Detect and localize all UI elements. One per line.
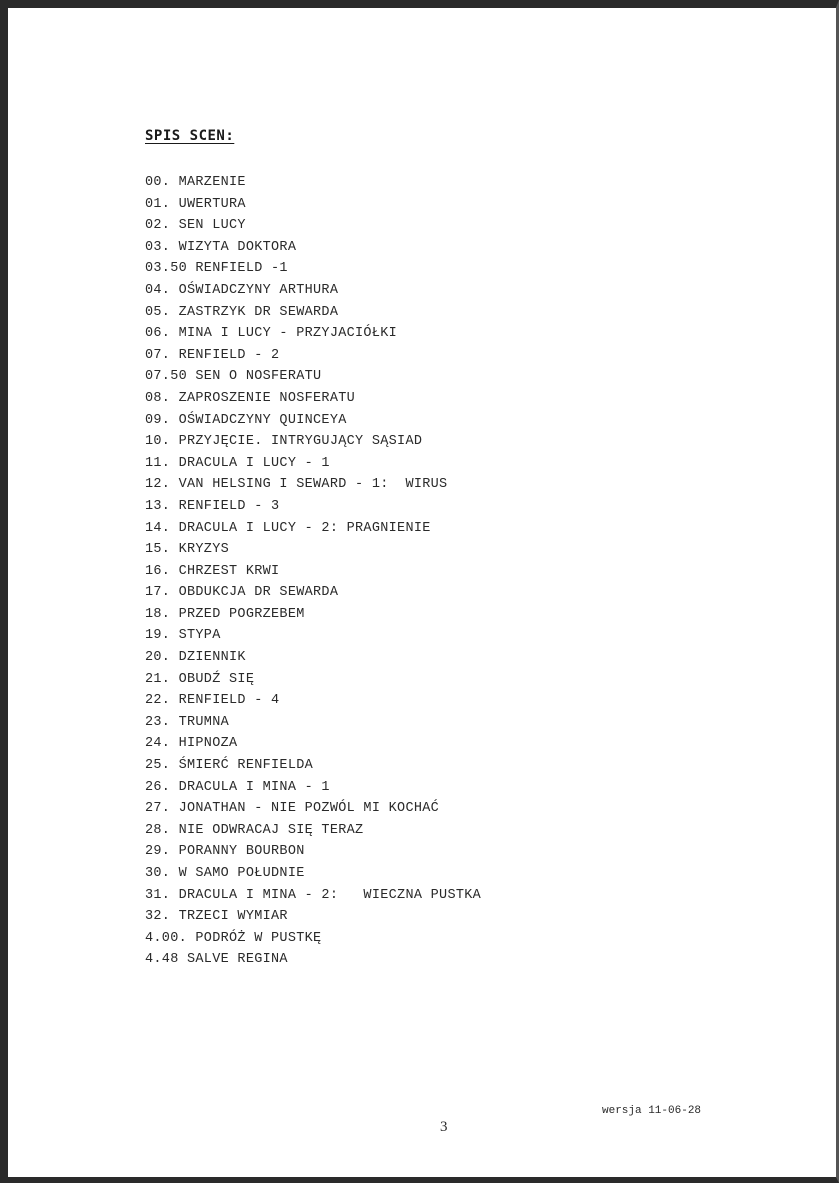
- list-item: 14. DRACULA I LUCY - 2: PRAGNIENIE: [145, 520, 431, 536]
- list-item: 15. KRYZYS: [145, 542, 230, 558]
- list-item: 09. OŚWIADCZYNY QUINCEYA: [145, 412, 347, 428]
- list-item: 03.50 RENFIELD -1: [145, 261, 288, 277]
- page-heading: SPIS SCEN:: [145, 128, 235, 144]
- list-item: 30. W SAMO POŁUDNIE: [145, 866, 305, 881]
- list-item: 26. DRACULA I MINA - 1: [145, 779, 330, 795]
- list-item: 06. MINA I LUCY - PRZYJACIÓŁKI: [145, 326, 398, 342]
- list-item: 12. VAN HELSING I SEWARD - 1: WIRUS: [145, 477, 448, 493]
- list-item: 11. DRACULA I LUCY - 1: [145, 455, 330, 471]
- list-item: 24. HIPNOZA: [145, 736, 238, 752]
- list-item: 04. OŚWIADCZYNY ARTHURA: [145, 282, 339, 298]
- list-item: 18. PRZED POGRZEBEM: [145, 606, 305, 622]
- list-item: 01. UWERTURA: [145, 196, 246, 212]
- list-item: 32. TRZECI WYMIAR: [145, 909, 288, 925]
- list-item: 4.48 SALVE REGINA: [145, 952, 288, 968]
- list-item: 4.00. PODRÓŻ W PUSTKĘ: [145, 930, 322, 946]
- list-item: 03. WIZYTA DOKTORA: [145, 239, 297, 255]
- list-item: 25. ŚMIERĆ RENFIELDA: [145, 758, 314, 774]
- list-item: 22. RENFIELD - 4: [145, 693, 280, 709]
- page-number: 3: [440, 1119, 448, 1135]
- list-item: 28. NIE ODWRACAJ SIĘ TERAZ: [145, 822, 364, 838]
- list-item: 02. SEN LUCY: [145, 218, 246, 234]
- list-item: 08. ZAPROSZENIE NOSFERATU: [145, 390, 356, 406]
- list-item: 13. RENFIELD - 3: [145, 498, 280, 514]
- version-label: wersja 11-06-28: [602, 1105, 702, 1117]
- list-item: 29. PORANNY BOURBON: [145, 844, 305, 860]
- list-item: 10. PRZYJĘCIE. INTRYGUJĄCY SĄSIAD: [145, 434, 423, 450]
- list-item: 31. DRACULA I MINA - 2: WIECZNA PUSTKA: [145, 887, 482, 903]
- list-item: 16. CHRZEST KRWI: [145, 563, 280, 579]
- list-item: 19. STYPA: [145, 628, 221, 644]
- list-item: 23. TRUMNA: [145, 714, 230, 730]
- list-item: 27. JONATHAN - NIE POZWÓL MI KOCHAĆ: [145, 801, 440, 817]
- list-item: 07.50 SEN O NOSFERATU: [145, 369, 322, 385]
- list-item: 21. OBUDŹ SIĘ: [145, 671, 255, 687]
- list-item: 00. MARZENIE: [145, 175, 246, 190]
- scene-list: [145, 172, 481, 971]
- list-item: 20. DZIENNIK: [145, 650, 246, 666]
- list-item: 07. RENFIELD - 2: [145, 347, 280, 363]
- list-item: 05. ZASTRZYK DR SEWARDA: [145, 304, 339, 320]
- list-item: 17. OBDUKCJA DR SEWARDA: [145, 585, 339, 601]
